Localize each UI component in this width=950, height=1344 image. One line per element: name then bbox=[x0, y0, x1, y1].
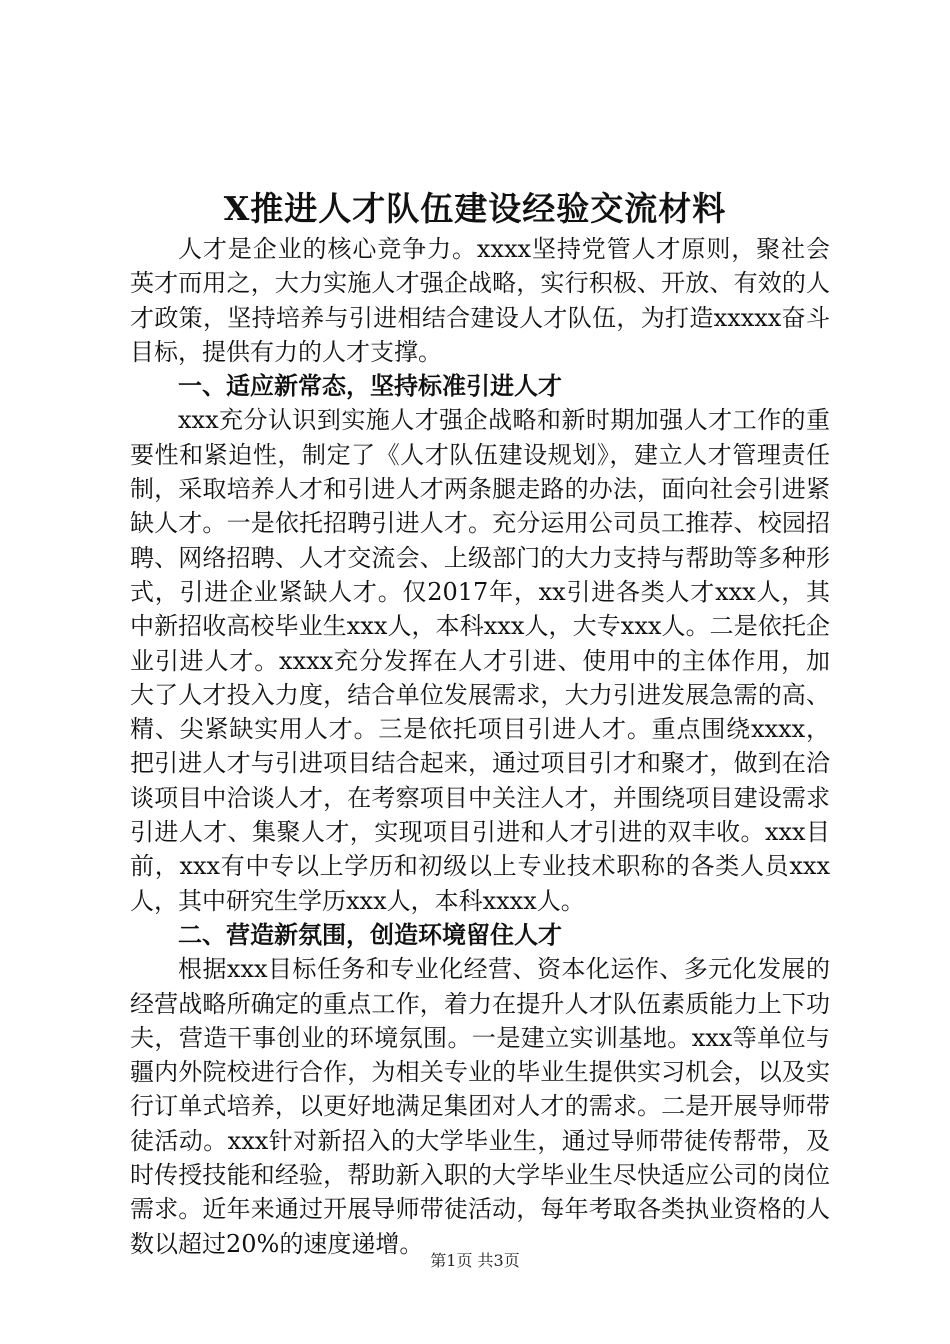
section-heading-1: 一、适应新常态，坚持标准引进人才 bbox=[178, 371, 562, 401]
page-footer: 第1页 共3页 bbox=[430, 1251, 520, 1270]
section-heading-2: 二、营造新氛围，创造环境留住人才 bbox=[178, 919, 562, 949]
intro-paragraph: 人才是企业的核心竞争力。xxxx坚持党管人才原则，聚社会英才而用之，大力实施人才强企战略，实行积极、开放、有效的人才政策，坚持培养与引进相结合建设人才队伍，为打造xxxxx奋斗目标，提供有力的人才支撑。 bbox=[130, 235, 830, 366]
section-1-paragraph: xxx充分认识到实施人才强企战略和新时期加强人才工作的重要性和紧迫性，制定了《人才队伍建设规划》，建立人才管理责任制，采取培养人才和引进人才两条腿走路的办法，面向社会引进紧缺人才。一是依托招聘引进人才。充分运用公司员工推荐、校园招聘、网络招聘、人才交流会、上级部门的大力支持与帮助等多种形式，引进企业紧缺人才。仅2017年，xx引进各类人才xxx人，其中新招收高校毕业生xxx人，本科xxx人，大专xxx人。二是依托企业引进人才。xxxx充分发挥在人才引进、使用中的主体作用，加大了人才投入力度，结合单位发展需求，大力引进发展急需的高、精、尖紧缺实用人才。三是依托项目引进人才。重点围绕xxxx，把引进人才与引进项目结合起来，通过项目引才和聚才，做到在洽谈项目中洽谈人才，在考察项目中关注人才，并围绕项目建设需求引进人才、集聚人才，实现项目引进和人才引进的双丰收。xxx目前，xxx有中专以上学历和初级以上专业技术职称的各类人员xxx人，其中研究生学历xxx人，本科xxxx人。 bbox=[130, 406, 830, 915]
document-title: X推进人才队伍建设经验交流材料 bbox=[223, 189, 727, 228]
document-body bbox=[130, 232, 830, 1261]
section-2-paragraph: 根据xxx目标任务和专业化经营、资本化运作、多元化发展的经营战略所确定的重点工作，着力在提升人才队伍素质能力上下功夫，营造干事创业的环境氛围。一是建立实训基地。xxx等单位与疆内外院校进行合作，为相关专业的毕业生提供实习机会，以及实行订单式培养，以更好地满足集团对人才的需求。二是开展导师带徒活动。xxx针对新招入的大学毕业生，通过导师带徒传帮带，及时传授技能和经验，帮助新入职的大学毕业生尽快适应公司的岗位需求。近年来通过开展导师带徒活动，每年考取各类执业资格的人数以超过20%的速度递增。 bbox=[130, 955, 830, 1258]
